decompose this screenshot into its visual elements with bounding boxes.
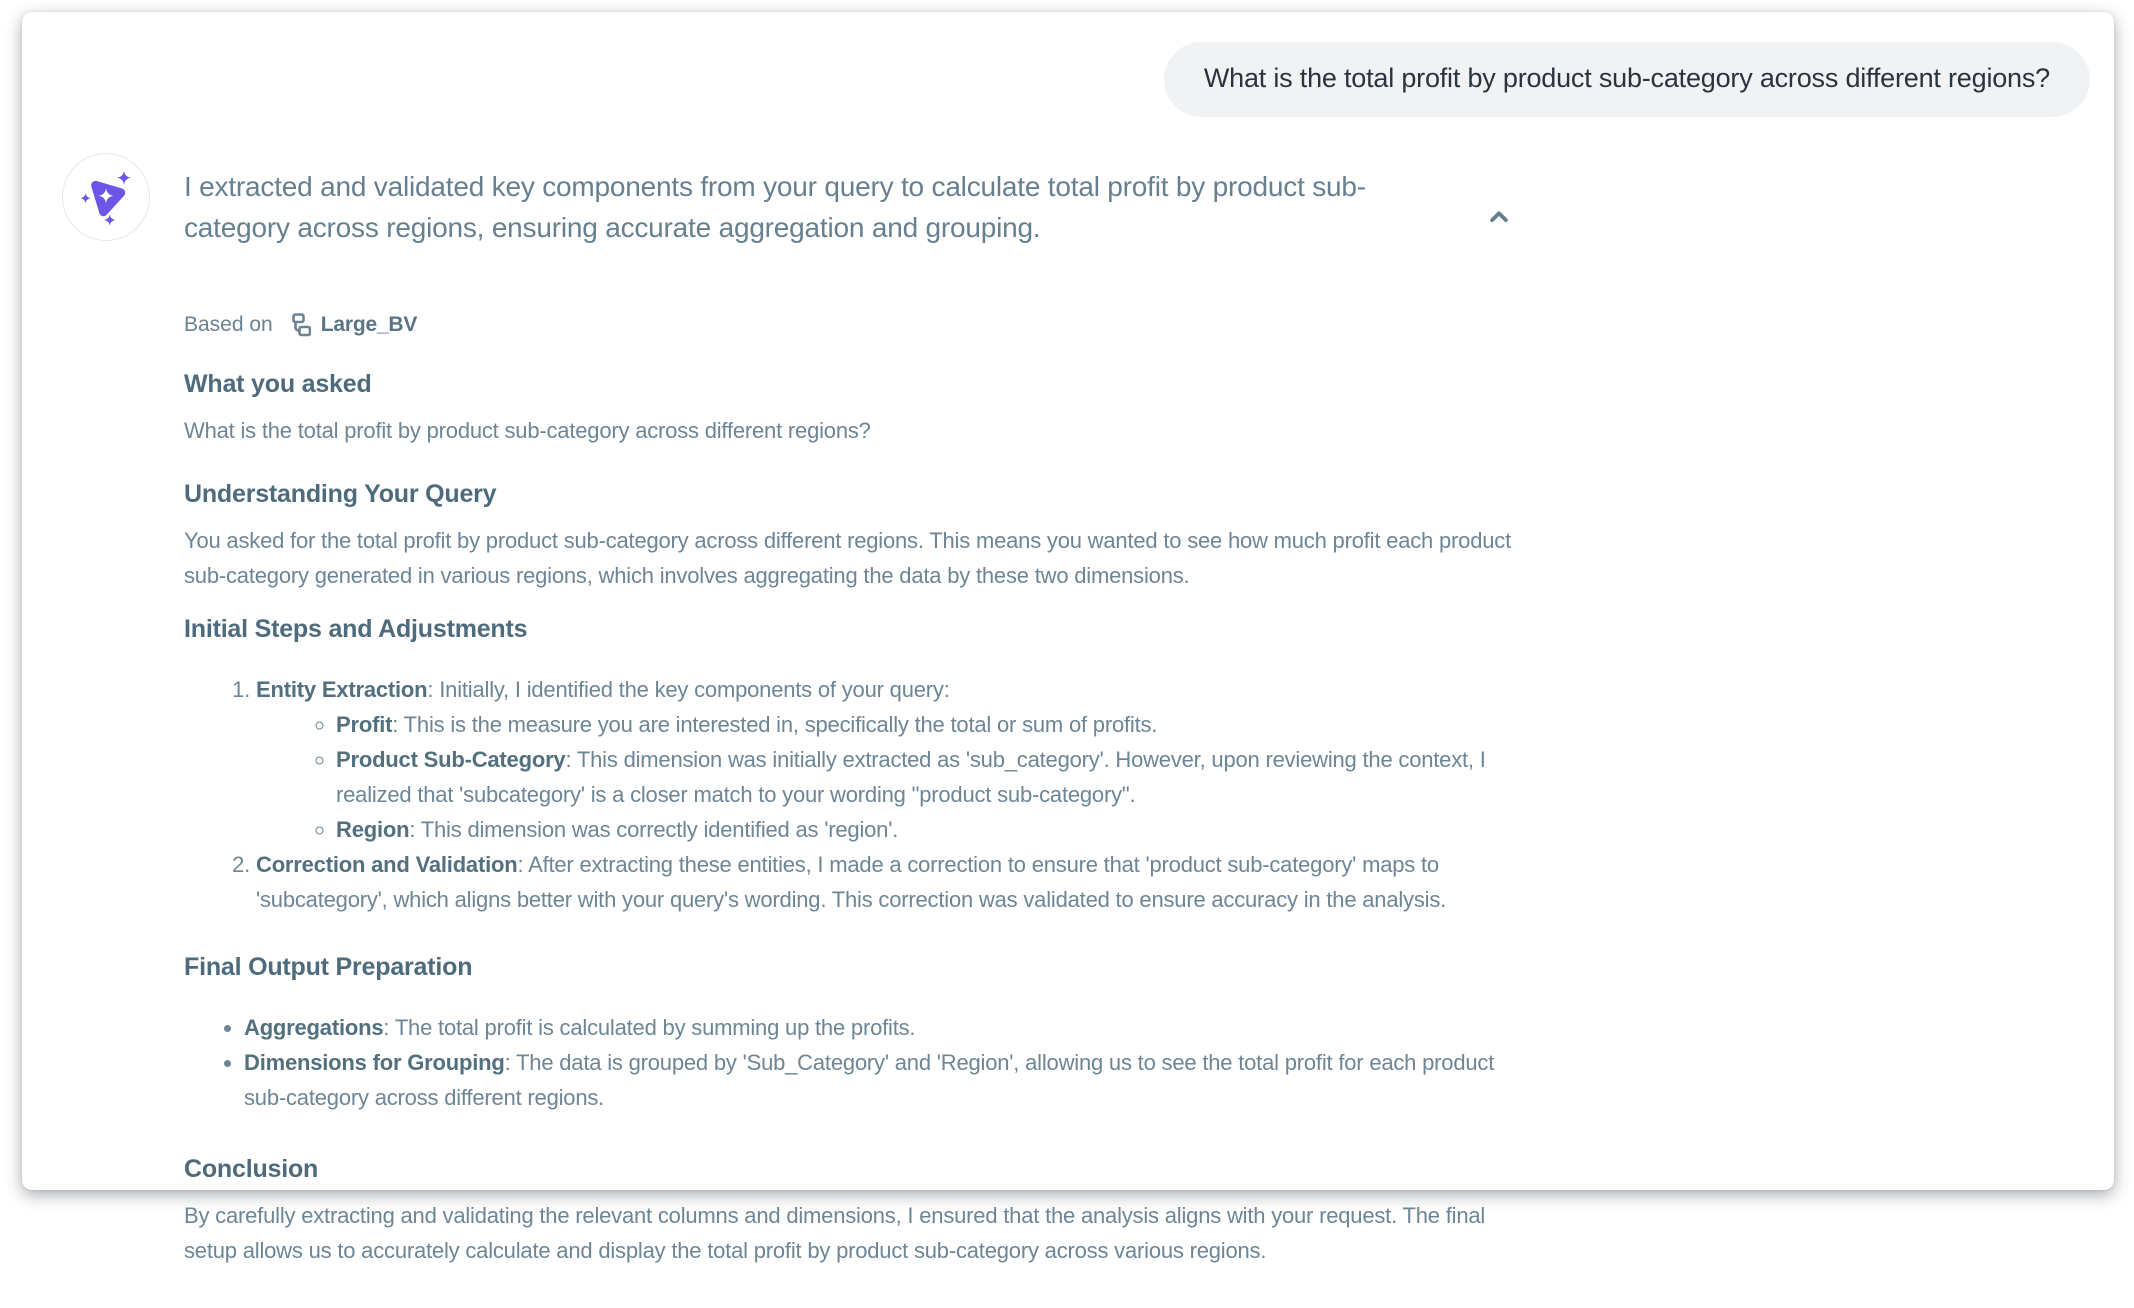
list-item-term: Aggregations [244,1015,384,1040]
assistant-message-body [184,166,1516,1308]
list-item [336,707,1516,742]
section-heading-what-you-asked: What you asked [184,370,372,398]
section-heading-final-output: Final Output Preparation [184,953,473,981]
list-item [244,1045,1516,1115]
section-body-conclusion: By carefully extracting and validating the relevant columns and dimensions, I ensured that the analysis aligns with your request. The final setup allows us to accurately calculate and display the total profit by product sub-category across various regions. [184,1203,1486,1263]
initial-steps-list [184,672,1516,917]
list-item-text: : This is the measure you are interested in, specifically the total or sum of profits. [392,712,1158,737]
list-item-term: Region [336,817,410,842]
based-on-label: Based on [184,313,273,336]
entity-sublist [256,707,1516,847]
final-output-list [184,1010,1516,1115]
chevron-up-icon [1484,202,1514,232]
data-model-icon [285,312,311,338]
list-item [244,1010,1516,1045]
summary-row [184,166,1516,248]
list-item-term: Entity Extraction [256,677,428,702]
list-item [256,847,1516,917]
assistant-message-row [22,117,2114,1308]
collapse-summary-button[interactable] [1482,200,1516,234]
chat-panel [22,12,2114,1263]
sparkles-triangle-icon [75,166,137,228]
source-name: Large_BV [320,313,418,336]
user-message-row [22,12,2114,117]
section-heading-initial-steps: Initial Steps and Adjustments [184,615,528,643]
list-item-text: : Initially, I identified the key components of your query: [427,677,950,702]
section-heading-understanding: Understanding Your Query [184,480,497,508]
section-body-understanding: You asked for the total profit by product sub-category across different regions. This means you wanted to see how much profit each product sub-category generated in various regions, which involves aggregating the data by these two dimensions. [184,528,1511,588]
list-item-term: Correction and Validation [256,852,518,877]
section-heading-conclusion: Conclusion [184,1155,319,1183]
list-item [336,812,1516,847]
list-item-text: : After extracting these entities, I made a correction to ensure that 'product sub-category' maps to 'subcategory', which aligns better with your query's wording. This correction was validated to ensure accuracy in the analysis. [256,852,1447,912]
list-item-term: Product Sub-Category [336,747,566,772]
list-item-text: : The total profit is calculated by summing up the profits. [383,1015,916,1040]
list-item [256,672,1516,847]
user-message-bubble: What is the total profit by product sub-category across different regions? [1164,42,2090,117]
explanation-details [184,370,1516,1308]
assistant-avatar [62,153,150,241]
list-item [336,742,1516,812]
list-item-term: Dimensions for Grouping [244,1050,505,1075]
list-item-text: : This dimension was correctly identified as 'region'. [409,817,899,842]
list-item-term: Profit [336,712,393,737]
list-item-text: : This dimension was initially extracted as 'sub_category'. However, upon reviewing the context, I realized that 'subcategory' is a closer match to your wording "product sub-category". [336,747,1486,807]
section-body-what-you-asked: What is the total profit by product sub-category across different regions? [184,418,871,443]
based-on-row [184,312,1516,338]
assistant-summary: I extracted and validated key components from your query to calculate total profit by product sub-category across regions, ensuring accurate aggregation and grouping. [184,171,1366,243]
list-item-text: : The data is grouped by 'Sub_Category' and 'Region', allowing us to see the total profit for each product sub-category across different regions. [244,1050,1495,1110]
